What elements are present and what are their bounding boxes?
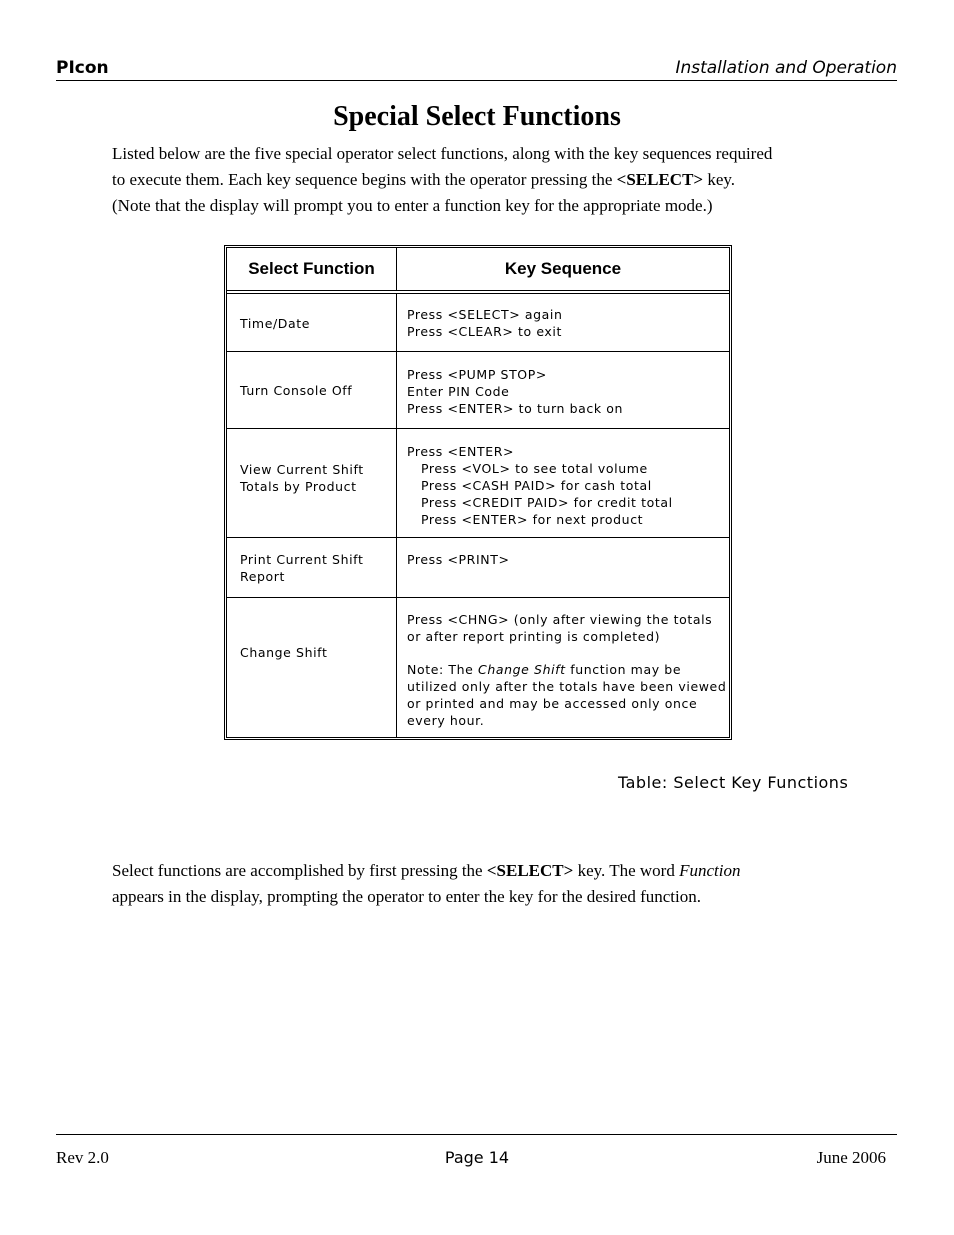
key-step: or after report printing is completed) xyxy=(407,629,661,644)
key-step: Press <PUMP STOP> xyxy=(407,367,547,382)
para-line-1 xyxy=(112,858,852,884)
function-name: Totals by Product xyxy=(240,479,357,494)
para-text: key. The word xyxy=(573,861,680,880)
table-row xyxy=(227,538,729,598)
table-row xyxy=(227,294,729,352)
intro-text: to execute them. Each key sequence begins with the operator pressing the xyxy=(112,170,617,189)
note-line: every hour. xyxy=(407,713,485,728)
para-line-2: appears in the display, prompting the operator to enter the key for the desired function. xyxy=(112,887,701,906)
column-header-key-sequence: Key Sequence xyxy=(504,259,622,278)
table-header-row xyxy=(227,248,729,294)
footer-rule xyxy=(56,1134,897,1135)
select-key-ref: <SELECT> xyxy=(616,170,704,189)
table-row xyxy=(227,429,729,538)
function-name: Report xyxy=(240,569,286,584)
function-name: Turn Console Off xyxy=(240,383,353,398)
table-row xyxy=(227,352,729,429)
key-step: Press <ENTER> for next product xyxy=(421,512,644,527)
intro-line-2 xyxy=(112,167,852,193)
note-text: function may be xyxy=(565,662,682,677)
header-product-name: PIcon xyxy=(56,58,109,78)
footer-revision: Rev 2.0 xyxy=(56,1148,109,1167)
select-functions-table xyxy=(224,245,732,740)
key-step: Press <ENTER> xyxy=(407,444,515,459)
key-step: Press <CREDIT PAID> for credit total xyxy=(421,495,673,510)
table-row xyxy=(227,598,729,737)
intro-line-3: (Note that the display will prompt you to enter a function key for the appropriate mode.) xyxy=(112,196,713,215)
function-name: Change Shift xyxy=(240,645,328,660)
note-line xyxy=(407,661,723,678)
intro-paragraph xyxy=(112,141,852,219)
key-step: Press <CHNG> (only after viewing the totals xyxy=(407,612,713,627)
note-line: or printed and may be accessed only once xyxy=(407,696,698,711)
note-text: Note: The xyxy=(407,662,478,677)
note-line: utilized only after the totals have been viewed xyxy=(407,679,727,694)
intro-line-1: Listed below are the five special operator select functions, along with the key sequences required xyxy=(112,144,773,163)
note-emphasis: Change Shift xyxy=(478,662,566,677)
page-title: Special Select Functions xyxy=(333,101,621,132)
intro-text: key. xyxy=(703,170,736,189)
footer-date: June 2006 xyxy=(816,1148,886,1167)
select-usage-paragraph xyxy=(112,858,852,910)
select-key-ref: <SELECT> xyxy=(486,861,574,880)
key-step: Press <SELECT> again xyxy=(407,307,563,322)
key-step: Press <CLEAR> to exit xyxy=(407,324,562,339)
column-header-select-function: Select Function xyxy=(227,248,397,290)
key-step: Press <ENTER> to turn back on xyxy=(407,401,624,416)
key-step: Press <CASH PAID> for cash total xyxy=(421,478,652,493)
key-step: Press <VOL> to see total volume xyxy=(421,461,648,476)
key-step: Press <PRINT> xyxy=(407,552,510,567)
function-name: Print Current Shift xyxy=(240,552,364,567)
header-section-title: Installation and Operation xyxy=(675,58,897,78)
para-text: Select functions are accomplished by first pressing the xyxy=(112,861,487,880)
footer-page-number: Page 14 xyxy=(444,1148,510,1167)
function-name: View Current Shift xyxy=(240,462,364,477)
table-caption: Table: Select Key Functions xyxy=(618,773,849,792)
key-step: Enter PIN Code xyxy=(407,384,510,399)
function-name: Time/Date xyxy=(240,316,311,331)
function-word: Function xyxy=(679,861,741,880)
header-rule xyxy=(56,80,897,81)
